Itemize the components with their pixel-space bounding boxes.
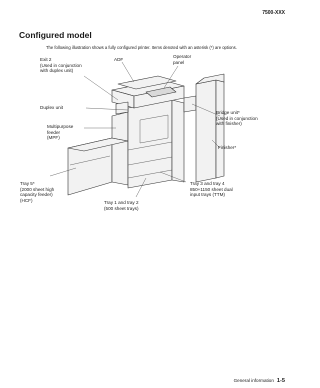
callout-mpf: Multipurpose feeder (MPF) [47, 124, 74, 141]
callout-tray5: Tray 5* (2000 sheet high capacity feeder) (HCF) [20, 181, 55, 203]
section-heading: Configured model [19, 30, 92, 40]
mpf-area [112, 112, 128, 141]
printer-body-side [172, 100, 184, 182]
model-id: 7500-XXX [262, 10, 285, 16]
intro-text: The following illustration shows a fully configured printer. Items denoted with an asterisk (*) are options. [46, 45, 237, 50]
page-footer [234, 378, 285, 384]
callout-exit2: Exit 2 (Used in conjunction with duplex unit) [40, 57, 82, 74]
bridge-unit-shape [184, 96, 196, 112]
callout-tray3-4: Tray 3 and tray 4 850+1150 sheet dual input trays (TTM) [190, 181, 233, 198]
callout-adf: ADF [114, 57, 124, 62]
finisher-front [196, 80, 216, 182]
callout-bridge-unit: Bridge unit* (Used in conjunction with finisher) [216, 110, 258, 127]
callout-operator-panel: Operator panel [173, 54, 192, 65]
callout-tray1-2: Tray 1 and tray 2 (500 sheet trays) [104, 200, 139, 211]
footer-section-name: General information [233, 378, 274, 383]
exit2-bin [116, 102, 128, 114]
printer-body-front [128, 100, 172, 188]
callout-duplex-unit: Duplex unit [40, 105, 63, 110]
finisher-side [216, 80, 224, 178]
callout-finisher: Finisher* [218, 145, 237, 150]
hcf-tray5-side [112, 138, 128, 185]
page-number: 1-5 [276, 378, 285, 384]
